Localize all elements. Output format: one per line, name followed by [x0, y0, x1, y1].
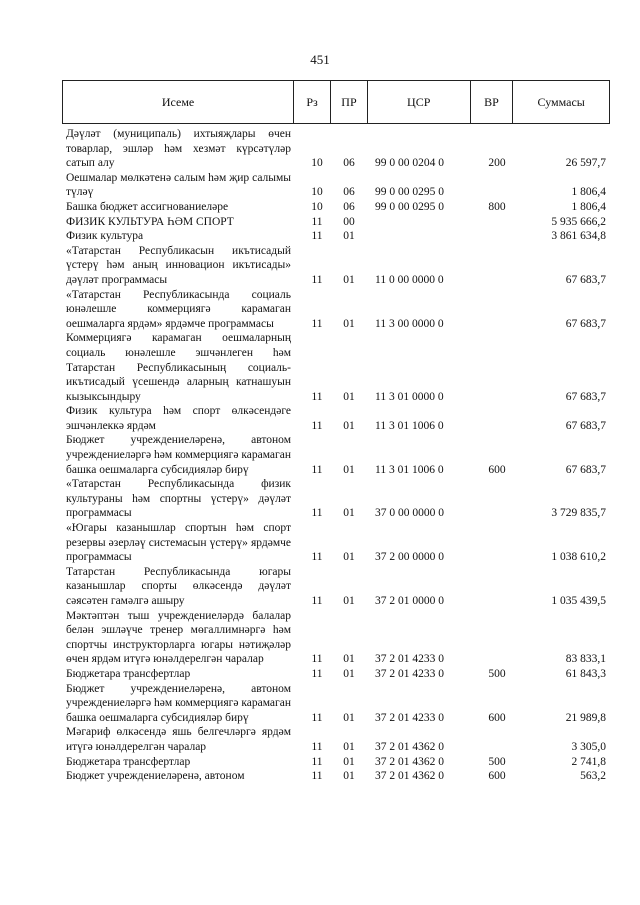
- table-row: [66, 433, 606, 477]
- table-row: [66, 725, 606, 754]
- row-sum: 3 861 634,8: [551, 230, 606, 243]
- row-rz: 11: [311, 215, 323, 228]
- row-vr: 500: [488, 667, 506, 680]
- row-sum: 67 683,7: [565, 317, 606, 330]
- row-pr: 01: [343, 711, 355, 724]
- row-rz: 11: [311, 419, 323, 432]
- row-rz: 11: [311, 507, 323, 520]
- row-pr: 06: [343, 200, 355, 213]
- row-vr: 800: [488, 200, 506, 213]
- row-vr: 600: [488, 463, 506, 476]
- row-csr: 37 2 01 0000 0: [375, 595, 444, 607]
- row-name: Бюджет учреждениеләренә, автоном учреждениеләргә һәм коммерциягә карамаган башка оешмаларга субсидияләр бирү: [66, 682, 291, 724]
- row-sum: 61 843,3: [565, 667, 606, 680]
- row-rz: 11: [311, 230, 323, 243]
- row-rz: 11: [311, 273, 323, 286]
- row-csr: 37 2 01 4233 0: [375, 711, 444, 724]
- row-csr: 11 3 01 1006 0: [375, 419, 444, 432]
- row-vr: 600: [488, 711, 506, 724]
- row-rz: 10: [311, 157, 323, 170]
- row-pr: 01: [343, 273, 355, 286]
- header-csr: ЦСР: [367, 81, 470, 123]
- table-row: [66, 609, 606, 667]
- row-rz: 11: [311, 595, 323, 607]
- table-row: [66, 200, 606, 215]
- row-pr: 06: [343, 157, 355, 170]
- row-sum: 67 683,7: [565, 390, 606, 403]
- table-row: [66, 755, 606, 770]
- row-name: Башка бюджет ассигнованиеләре: [66, 200, 229, 213]
- table-row: [66, 565, 606, 609]
- row-pr: 01: [343, 419, 355, 432]
- row-csr: 11 3 00 0000 0: [375, 317, 444, 330]
- page-number: 451: [310, 52, 330, 67]
- row-sum: 67 683,7: [565, 419, 606, 432]
- row-sum: 1 806,4: [571, 186, 606, 199]
- row-name: «Татарстан Республикасында социаль юнәлешле коммерциягә карамаган оешмаларга ярдәм» ярдәмче программасы: [66, 288, 291, 330]
- row-csr: 37 2 01 4362 0: [375, 770, 444, 783]
- table-row: [66, 769, 606, 784]
- row-sum: 67 683,7: [565, 273, 606, 286]
- table-row: [66, 244, 606, 288]
- row-name: Бюджетара трансфертлар: [66, 755, 191, 768]
- table-row: [66, 229, 606, 244]
- header-rz: Рз: [293, 81, 330, 123]
- row-csr: 37 2 01 4233 0: [375, 667, 444, 680]
- row-name: «Югары казанышлар спортын һәм спорт резервы әзерләү системасын үстерү» ярдәмче программасы: [66, 522, 291, 564]
- row-pr: 01: [343, 390, 355, 403]
- row-rz: 11: [311, 653, 323, 666]
- row-pr: 01: [343, 755, 355, 768]
- table-row: [66, 171, 606, 200]
- row-csr: 11 3 01 1006 0: [375, 463, 444, 476]
- row-csr: 37 2 00 0000 0: [375, 551, 444, 564]
- row-rz: 11: [311, 667, 323, 680]
- row-rz: 11: [311, 551, 323, 564]
- row-rz: 11: [311, 770, 323, 783]
- row-name: Оешмалар мөлкәтенә салым һәм җир салымы түләү: [66, 171, 291, 199]
- row-pr: 01: [343, 770, 355, 783]
- table-row: [66, 288, 606, 332]
- row-sum: 83 833,1: [565, 653, 606, 666]
- row-name: Татарстан Республикасында югары казанышлар спорты өлкәсендә дәүләт сәясәтен гамәлгә ашыру: [66, 565, 291, 607]
- row-name: «Татарстан Республикасын икътисадый үстерү һәм аның инновацион икътисады» дәүләт программасы: [66, 244, 291, 286]
- row-pr: 01: [343, 317, 355, 330]
- row-name: Дәүләт (муниципаль) ихтыяҗлары өчен товарлар, эшләр һәм хезмәт күрсәтүләр сатып алу: [66, 128, 291, 170]
- header-sum: Суммасы: [512, 81, 609, 123]
- row-pr: 06: [343, 186, 355, 199]
- row-sum: 2 741,8: [571, 755, 606, 768]
- row-sum: 1 038 610,2: [551, 551, 606, 564]
- row-pr: 01: [343, 507, 355, 520]
- row-csr: 37 2 01 4233 0: [375, 653, 444, 666]
- row-name: Мәгариф өлкәсендә яшь белгечләргә ярдәм итүгә юнәлдерелгән чаралар: [66, 726, 291, 753]
- row-csr: 37 2 01 4362 0: [375, 755, 444, 768]
- header-name: Исеме: [161, 94, 195, 109]
- row-sum: 21 989,8: [565, 711, 606, 724]
- row-sum: 3 729 835,7: [551, 507, 606, 520]
- row-csr: 11 3 01 0000 0: [375, 390, 444, 403]
- row-sum: 3 305,0: [571, 740, 606, 753]
- row-name: Мәктәптән тыш учреждениеләрдә балалар белән эшләүче тренер мөгаллимнәргә һәм спортчы инструкторларга югары нәтиҗәләр өчен ярдәм итүгә юнәлдерелгән чаралар: [66, 609, 291, 666]
- table-row: [66, 521, 606, 565]
- row-rz: 10: [311, 200, 323, 213]
- row-sum: 1 806,4: [571, 200, 606, 213]
- row-rz: 11: [311, 390, 323, 403]
- row-name: Бюджет учреждениеләренә, автоном: [66, 770, 245, 783]
- row-name: Физик культура: [66, 230, 144, 243]
- table-row: [66, 331, 606, 404]
- row-vr: 600: [488, 770, 506, 783]
- table-row: [66, 127, 606, 171]
- row-sum: 5 935 666,2: [551, 215, 606, 228]
- row-rz: 11: [311, 755, 323, 768]
- table-row: [66, 682, 606, 726]
- row-pr: 01: [343, 230, 355, 243]
- row-csr: 37 2 01 4362 0: [375, 740, 444, 753]
- row-rz: 11: [311, 463, 323, 476]
- row-csr: 11 0 00 0000 0: [375, 273, 444, 286]
- row-vr: 200: [488, 157, 506, 170]
- table-row: [66, 667, 606, 682]
- header-pr: ПР: [330, 81, 367, 123]
- row-sum: 26 597,7: [565, 157, 606, 170]
- row-rz: 11: [311, 317, 323, 330]
- row-sum: 563,2: [580, 770, 606, 783]
- row-name: Физик культура һәм спорт өлкәсендәге эшчәнлеккә ярдәм: [66, 405, 291, 432]
- row-pr: 01: [343, 653, 355, 666]
- row-pr: 01: [343, 463, 355, 476]
- table-header: [62, 80, 610, 124]
- table-row: [66, 477, 606, 521]
- row-name: Бюджетара трансфертлар: [66, 667, 191, 680]
- row-csr: 37 0 00 0000 0: [375, 507, 444, 520]
- row-rz: 11: [311, 711, 323, 724]
- table-body: [66, 127, 606, 784]
- header-vr: ВР: [470, 81, 513, 123]
- row-csr: 99 0 00 0295 0: [375, 200, 444, 213]
- row-name: Коммерциягә карамаган оешмаларның социаль юнәлешле эшчәнлеген һәм Татарстан Республикасының социаль-икътисадый үсешендә аларның катнашуын кызыксындыру: [66, 332, 291, 403]
- row-rz: 11: [311, 740, 323, 753]
- row-pr: 01: [343, 740, 355, 753]
- table-row: [66, 215, 606, 230]
- row-name: ФИЗИК КУЛЬТУРА ҺӘМ СПОРТ: [66, 215, 234, 228]
- row-pr: 01: [343, 551, 355, 564]
- row-csr: 99 0 00 0295 0: [375, 186, 444, 199]
- row-name: Бюджет учреждениеләренә, автоном учреждениеләргә һәм коммерциягә карамаган башка оешмаларга субсидияләр бирү: [66, 434, 291, 476]
- row-vr: 500: [488, 755, 506, 768]
- row-pr: 00: [343, 215, 355, 228]
- row-pr: 01: [343, 595, 355, 607]
- row-rz: 10: [311, 186, 323, 199]
- row-name: «Татарстан Республикасында физик культураны һәм спортны үстерү» дәүләт программасы: [66, 478, 291, 520]
- row-csr: 99 0 00 0204 0: [375, 157, 444, 170]
- row-pr: 01: [343, 667, 355, 680]
- row-sum: 1 035 439,5: [551, 595, 606, 607]
- row-sum: 67 683,7: [565, 463, 606, 476]
- table-row: [66, 404, 606, 433]
